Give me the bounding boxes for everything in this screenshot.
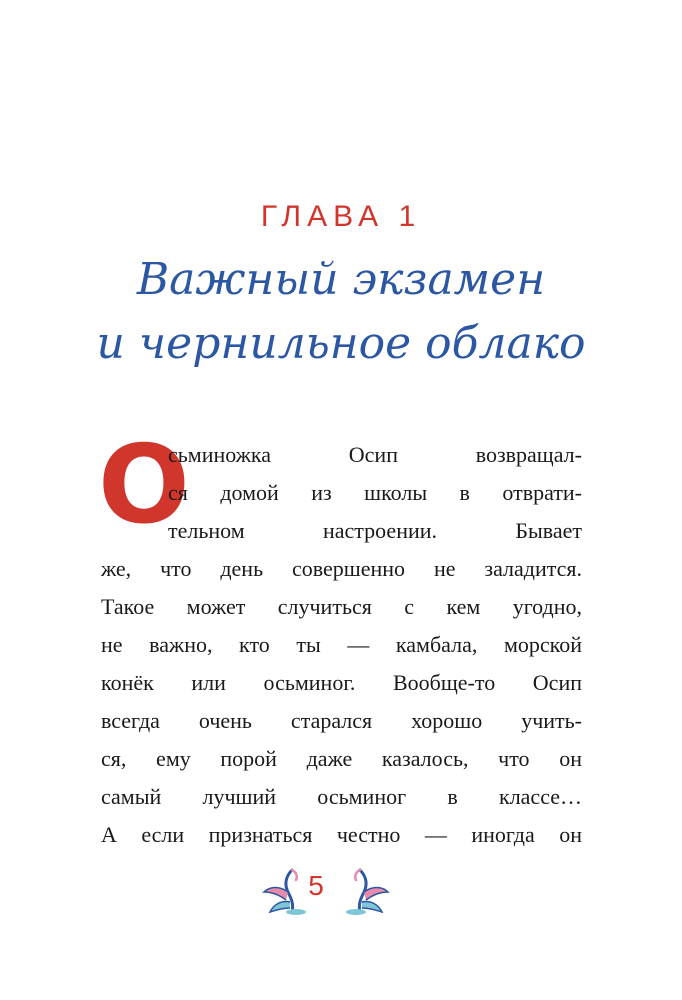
- chapter-title-line-1: Важный экзамен: [136, 254, 546, 305]
- drop-cap-letter: О: [98, 423, 190, 548]
- chapter-title-line-2: и чернильное облако: [96, 318, 586, 369]
- body-line-11: А если признаться честно — иногда он: [101, 822, 582, 847]
- page-number: 5: [308, 870, 324, 901]
- body-line-9: ся, ему порой даже казалось, что он: [101, 746, 582, 771]
- body-line-10: самый лучший осьминог в классе…: [101, 784, 582, 809]
- body-line-5: Такое может случиться с кем угодно,: [101, 594, 582, 619]
- body-line-4: же, что день совершенно не заладится.: [101, 556, 582, 581]
- body-line-7: конёк или осьминог. Вообще-то Осип: [101, 670, 582, 695]
- page-footer: [0, 862, 682, 922]
- body-line-8: всегда очень старался хорошо учить-: [101, 708, 582, 733]
- body-line-2: ся домой из школы в отврати-: [168, 480, 582, 505]
- body-line-1: сьминожка Осип возвращал-: [168, 442, 582, 467]
- chapter-label: ГЛАВА 1: [260, 200, 422, 233]
- seaweed-ornament-right-icon: [336, 862, 396, 918]
- chapter-title: [0, 248, 682, 376]
- body-line-3: тельном настроении. Бывает: [168, 518, 582, 543]
- body-line-6: не важно, кто ты — камбала, морской: [101, 632, 582, 657]
